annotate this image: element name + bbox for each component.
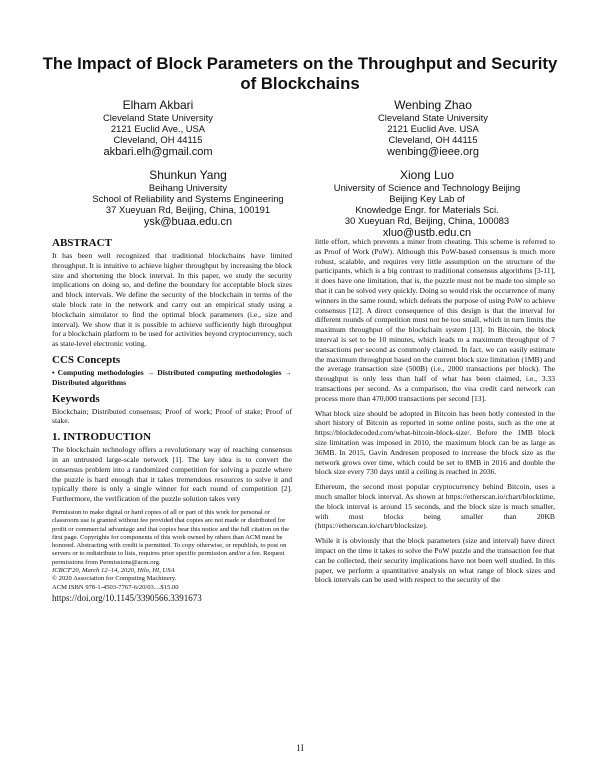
author-block-1 [48,98,268,159]
permission-notice: Permission to make digital or hard copies of all or part of this work for personal or classroom use is granted without fee provided that copies are not made or distributed for profit or commercial advantage and that copies bear this notice and the full citation on the first page. Copyrights for components of this work owned by others than ACM must be honored. Abstracting with credit is permitted. To copy otherwise, or republish, to post on servers or to redistribute to lists, requires prior specific permission and/or a fee. Request permissions from Permissions@acm.org. [52,508,290,566]
author-email[interactable]: ysk@buaa.edu.cn [143,216,233,228]
author-email[interactable]: akbari.elh@gmail.com [103,146,213,158]
author-block-3 [48,168,328,229]
body-paragraph: Ethereum, the second most popular cryptocurrency behind Bitcoin, uses a much smaller block interval. As shown at https://etherscan.io/chart/blocktime, the block interval is around 15 seconds, and the block size is much smaller, with most blocks being smaller than 20KB (https://etherscan.io/chart/blocksize). [315,482,555,531]
author-affiliation: Cleveland State University [103,112,213,123]
author-city: Cleveland, OH 44115 [113,134,203,145]
author-block-2 [318,98,548,159]
author-lab-name: Knowledge Engr. for Materials Sci. [355,204,499,215]
isbn-line: ACM ISBN 978-1-4503-7767-6/20/03…$15.00 [52,583,179,591]
author-affiliation: Cleveland State University [378,112,488,123]
author-address: 30 Xueyuan Rd, Beijing, China, 100083 [344,215,510,226]
ccs-heading: CCS Concepts [52,353,121,366]
author-block-4 [312,168,542,240]
author-name: Shunkun Yang [149,168,227,182]
author-name: Wenbing Zhao [394,98,472,112]
author-city: Cleveland, OH 44115 [388,134,478,145]
author-address: 2121 Euclid Ave. USA [387,123,479,134]
author-email[interactable]: xluo@ustb.edu.cn [382,227,472,239]
body-paragraph: While it is obviously that the block parameters (size and interval) have direct impact on the time it takes to solve the PoW puzzle and the transaction fee that can be collected, their security implications have not been well studied. In this paper, we perform a quantitative analysis on what range of block sizes and block intervals can be used with respect to the security of the [315,536,555,585]
body-paragraph: What block size should be adopted in Bitcoin has been hotly contested in the short history of Bitcoin as reported in some online posts, such as the one at https://blockdecoded.com/what-bitcoin-block-size/. Before the 1MB block size limitation was imposed in 2010, the maximum block can be as large as 36MB. In 2015, Gavin Andresen proposed to increase the block size as the network grows over time, which could be set to 8MB in 2016 and double the block size every 730 days until a ceiling is reached in 2036. [315,408,555,477]
author-lab: Beijing Key Lab of [389,193,465,204]
right-column [315,237,555,585]
author-address: 37 Xueyuan Rd, Beijing, China, 100191 [105,204,271,215]
body-paragraph: little effort, which prevents a miner from cheating. This scheme is referred to as Proof of Work (PoW). Although this PoW-based consensus is much more robust, scalable, and requires very little assumption on the structure of the participants, which is a big contrast to traditional consensus algorithms [3-11], it does have one limitation, that is, the puzzle must not be made too simple so that it can be solved very quickly. Doing so would risk the occurrence of many winners in the same round, which defeats the purpose of using PoW to achieve consensus [12]. A direct consequence of this design is that the interval for different rounds of competition must not be too small, which in turn limits the maximum throughput of the blockchain system [13]. In Bitcoin, the block interval is set to be 10 minutes, which leads to a maximum throughput of 7 transactions per second as commonly claimed. In fact, we can easily estimate the maximum throughput based on the current block size limitation (1MB) and the average transaction size (500B) (i.e., 2000 transactions per block). The throughput is only less than half of what has been claimed, i.e., 3.33 transactions per second. As a comparison, the visa credit card network can process more than 470,000 transactions per second [13]. [315,237,555,403]
keywords-heading: Keywords [52,392,100,405]
conference-line: ICBCT'20, March 12–14, 2020, Hilo, HI, USA [52,567,175,575]
author-department: School of Reliability and Systems Engineering [92,193,284,204]
author-email[interactable]: wenbing@ieee.org [387,146,479,158]
left-column [52,237,292,604]
intro-heading: 1. INTRODUCTION [52,431,152,444]
author-affiliation: Beihang University [148,182,228,193]
copyright-line: © 2020 Association for Computing Machinery. [52,575,177,583]
author-affiliation: University of Science and Technology Beijing [333,182,521,193]
author-name: Elham Akbari [122,98,194,112]
author-address: 2121 Euclid Ave., USA [110,123,206,134]
abstract-text: It has been well recognized that traditional blockchains have limited throughput. It is intuitive to achieve higher throughput by increasing the block size and shortening the block interval. In this paper, we study the security implications on doing so, and define the boundary for acceptable block sizes and block intervals. We define the security of the blockchain in terms of the stale block rate in the network and carry out an empirical study using a blockchain simulator to find the optimal block parameters (i.e., size and interval). We show that it is possible to achieve sufficiently high throughput for a blockchain platform to be used for activities beyond cryptocurrency, such as state-level electronic voting. [52,251,292,349]
intro-text: The blockchain technology offers a revolutionary way of reaching consensus in an untrusted large-scale network [1]. The key idea is to convert the consensus problem into a randomized competition for solving a puzzle where the puzzle is hard enough that it takes tremendous resources to solve it and typically there is only a single winner for each round of competition [2]. Furthermore, the verification of the puzzle solution takes very [52,445,292,504]
doi-link[interactable]: https://doi.org/10.1145/3390566.3391673 [52,592,202,603]
paper-title: The Impact of Block Parameters on the Throughput and Security of Blockchains [42,54,558,93]
abstract-heading: ABSTRACT [52,237,112,249]
keywords-text: Blockchain; Distributed consensus; Proof of work; Proof of stake; Proof of stake. [52,406,292,426]
author-name: Xiong Luo [399,168,455,182]
page-number: 1I [296,743,304,753]
ccs-text: • Computing methodologies → Distributed computing methodologies → Distributed algorithms [52,367,292,387]
